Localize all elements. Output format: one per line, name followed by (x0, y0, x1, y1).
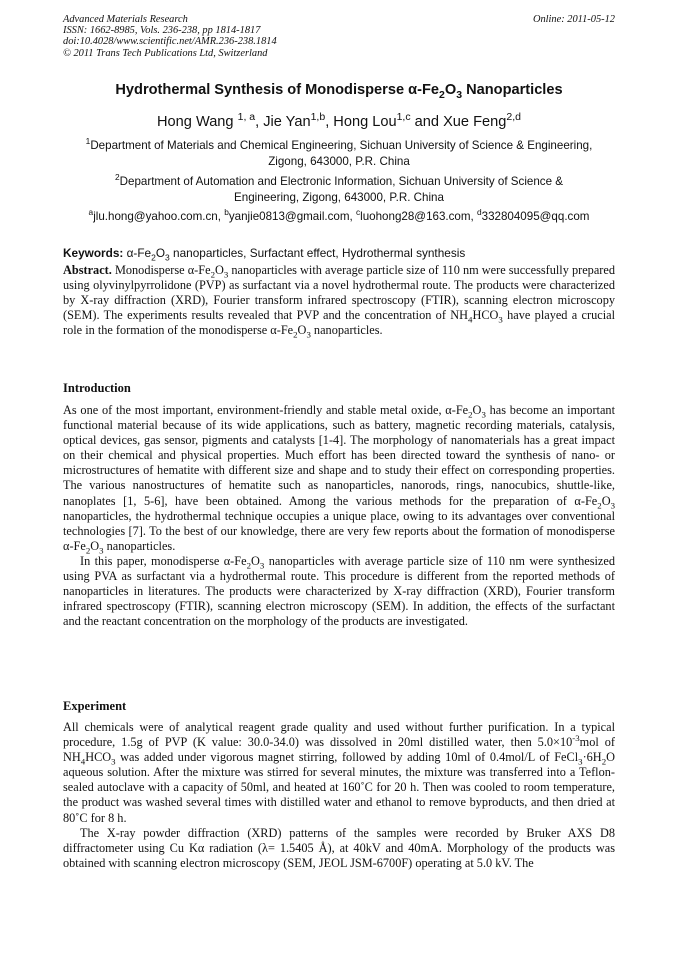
affiliation-mark: 2 (114, 172, 120, 183)
affiliation-text: Department of Materials and Chemical Engineering, Sichuan University of Science & Engineering, (90, 139, 593, 152)
author-affiliation-mark: 1,c (396, 111, 411, 124)
abstract-subscript: 3 (306, 329, 311, 340)
abstract-text: have played a crucial role in the formation of the monodisperse α-Fe (63, 308, 615, 338)
paragraph-text: nanoparticles with average particle size of 110 nm were synthesized using PVA as surfactant via a hydrothermal route. This procedure is different from the reported methods of nanoparticles in literatures. The products were characterized by X-ray diffraction (XRD), Fourier transform infrared spectroscopy (FTIR), scanning electron microscopy (SEM). In addition, the effects of the surfactant and the reactant concentration on the morphology of the products are investigated. (63, 553, 615, 629)
subscript: 3 (259, 560, 265, 571)
paragraph-text: was added under vigorous magnet stirring, followed by adding 10ml of 0.4mol/L of FeCl (115, 750, 579, 765)
keywords-subscript: 2 (151, 252, 156, 263)
title-text: Nanoparticles (462, 82, 563, 98)
email-mark: b (224, 207, 229, 218)
affiliation-2 (63, 174, 615, 206)
paragraph-text: As one of the most important, environment-friendly and stable metal oxide, α-Fe (63, 403, 469, 417)
abstract-text: O (214, 263, 224, 277)
abstract-subscript: 2 (293, 329, 298, 340)
abstract-label: Abstract. (63, 263, 112, 277)
subscript: 3 (99, 545, 104, 556)
section-heading-introduction: Introduction (63, 381, 131, 395)
subscript: 2 (85, 545, 91, 556)
title-subscript: 3 (456, 88, 463, 101)
email-link[interactable]: luohong28@163.com, (360, 210, 477, 223)
author-separator: and (410, 114, 444, 130)
paragraph-text: O (90, 538, 100, 553)
copyright-line: © 2011 Trans Tech Publications Ltd, Switzerland (63, 47, 268, 59)
paragraph-text: nanoparticles. (103, 538, 176, 553)
abstract-text: HCO (472, 308, 499, 323)
abstract (63, 263, 615, 338)
journal-name: Advanced Materials Research (63, 14, 188, 25)
paragraph-text: O (472, 403, 482, 417)
author-name: Hong Wang (157, 114, 238, 130)
abstract-subscript: 2 (210, 269, 215, 280)
abstract-text: nanoparticles with average particle size of 110 nm were successfully prepared using olyvinylpyrrolidone (PVP) as surfactant via a novel hydrothermal route. The products were characterized by X-ray diffraction (XRD), Fourier transform infrared spectroscopy (FTIR), scanning electron microscopy (SEM). The experiments results revealed that PVP and the concentration of NH (63, 263, 615, 323)
keywords-label: Keywords: (63, 246, 124, 260)
paragraph-text: In this paper, monodisperse α-Fe (80, 553, 247, 568)
paragraph-text: All chemicals were of analytical reagent grade quality and used without further purification. In a typical procedure, 1.5g of PVP (K value: 30.0-34.0) was dissolved in 20ml distilled water, then 5.0×10 (63, 720, 615, 750)
keywords-text: nanoparticles, Surfactant effect, Hydrothermal synthesis (169, 246, 466, 260)
abstract-subscript: 3 (498, 314, 503, 325)
email-link[interactable]: jlu.hong@yahoo.com.cn, (93, 210, 225, 223)
subscript: 2 (601, 756, 607, 767)
section-heading-experiment: Experiment (63, 699, 127, 713)
author-name: Jie Yan (263, 114, 311, 130)
author-emails (40, 207, 638, 223)
affiliation-text: Engineering, Zigong, 643000, P.R. China (234, 191, 444, 204)
issn-line: ISSN: 1662-8985, Vols. 236-238, pp 1814-1817 (63, 25, 261, 37)
paragraph-text: ·6H (582, 750, 602, 765)
superscript: -3 (572, 733, 580, 743)
author-list (40, 111, 638, 130)
paragraph-text: The X-ray powder diffraction (XRD) patterns of the samples were recorded by Bruker AXS D8 diffractometer using Cu Kα radiation (λ= 1.5405 Å), at 40kV and 40mA. Morphology of the products was obtained with scanning electron microscopy (SEM, JEOL JSM-6700F) operating at 5.0 kV. The (63, 825, 615, 870)
author-affiliation-mark: 1,b (310, 111, 326, 124)
experiment-section (63, 720, 615, 871)
paper-title (40, 82, 638, 101)
experiment-paragraph-2 (63, 826, 615, 871)
keywords-subscript: 3 (165, 252, 170, 263)
author-affiliation-mark: 1, a (237, 111, 256, 124)
author-separator: , (325, 114, 334, 130)
paragraph-text: O (601, 493, 611, 508)
keywords-text: α-Fe (123, 246, 152, 260)
experiment-paragraph-1 (63, 720, 615, 826)
subscript: 2 (468, 409, 473, 420)
journal-header (63, 14, 615, 59)
email-link[interactable]: yanjie0813@gmail.com, (228, 210, 356, 223)
paragraph-text: O (251, 553, 260, 568)
author-separator: , (255, 114, 264, 130)
affiliation-text: Zigong, 643000, P.R. China (268, 155, 410, 168)
introduction-paragraph-1 (63, 403, 615, 554)
paragraph-text: O aqueous solution. After the mixture was stirred for several minutes, the mixture was transferred into a Teflon-sealed autoclave with a capacity of 50ml, and heated at 160˚C for 20 h. Then was cooled to room temperature, the product was washed several times with distilled water and ethanol to remove byproducts, and then dried at 80˚C for 8 h. (63, 750, 615, 825)
paragraph-text: has become an important functional material because of its wide applications, such as battery, magnetic recording materials, catalysis, optical devices, gas sensor, pigments and catalysts [1-4]. The morphology of nanomaterials has a great impact on their chemical and physical properties. Much effort has been directed toward the synthesis of nano- or microstructures of hematite with different size and shape and to study their effect on corresponding properties. The various nanostructures of hematite such as nanoparticles, nanorods, rings, nanocubics, shuttle-like, nanoplates [1, 5-6], have been obtained. Among the various methods for the preparation of α-Fe (63, 403, 615, 508)
affiliation-mark: 1 (85, 136, 91, 147)
abstract-subscript: 3 (223, 269, 229, 280)
keywords-text: O (155, 246, 166, 260)
subscript: 3 (578, 756, 583, 767)
paragraph-text: nanoparticles, the hydrothermal technique occupies a unique place, owing to its advantages over conventional technologies [7]. To the best of our knowledge, there are very few reports about the formation of monodisperse α-Fe (63, 508, 615, 553)
subscript: 3 (610, 500, 615, 511)
subscript: 3 (111, 756, 116, 767)
email-link[interactable]: 332804095@qq.com (481, 210, 590, 223)
author-affiliation-mark: 2,d (506, 111, 521, 124)
subscript: 2 (597, 500, 602, 511)
subscript: 3 (481, 409, 486, 420)
subscript: 4 (80, 756, 86, 767)
affiliation-text: Department of Automation and Electronic Information, Sichuan University of Science & (119, 175, 563, 188)
introduction-section (63, 403, 615, 629)
title-text: Hydrothermal Synthesis of Monodisperse α-Fe (115, 82, 439, 98)
doi-line: doi:10.4028/www.scientific.net/AMR.236-238.1814 (63, 36, 277, 48)
subscript: 2 (246, 560, 251, 571)
author-name: Xue Feng (443, 114, 507, 130)
affiliation-1 (63, 138, 615, 170)
introduction-paragraph-2 (63, 554, 615, 629)
email-mark: d (476, 207, 482, 218)
abstract-subscript: 4 (468, 314, 473, 325)
paragraph-text: HCO (85, 750, 112, 765)
online-date: Online: 2011-05-12 (532, 14, 615, 25)
abstract-text: nanoparticles. (310, 323, 383, 338)
email-mark: a (88, 207, 94, 218)
abstract-text: Monodisperse α-Fe (111, 263, 211, 277)
email-mark: c (355, 207, 361, 218)
keywords (63, 246, 623, 263)
paragraph-text: mol of NH (63, 735, 615, 765)
title-text: O (444, 82, 457, 98)
author-name: Hong Lou (333, 114, 397, 130)
abstract-text: O (297, 323, 307, 338)
title-subscript: 2 (438, 88, 445, 101)
